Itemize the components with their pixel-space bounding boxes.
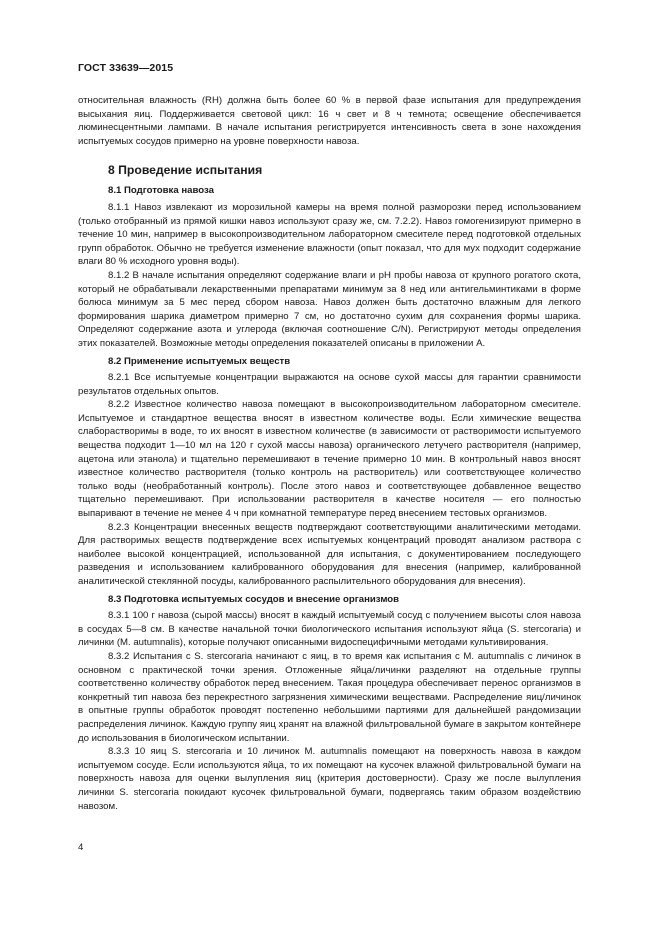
- section-8-3-heading: 8.3 Подготовка испытуемых сосудов и внесение организмов: [108, 593, 400, 605]
- section-8-heading: 8 Проведение испытания: [108, 163, 263, 178]
- paragraph-8-3-1: 8.3.1 100 г навоза (сырой массы) вносят в каждый испытуемый сосуд с получением высоты слоя навоза в сосудах 5—8 см. В качестве начальной точки биологического испытания используют яйца (S. stercoraria) и личинки (M. autumnalis), которые получают описанными видоспецифичными методами культивирования.: [78, 610, 581, 649]
- document-body: [78, 94, 581, 813]
- paragraph-8-1-1: 8.1.1 Навоз извлекают из морозильной камеры на время полной разморозки перед использованием (только отобранный из прямой кишки навоз используют сразу же, см. 7.2.2). Навоз гомогенизируют примерно в течение 10 мин, например в высокопроизводительном лабораторном смесителе перед подготовкой отдельных групп обработок. Обычно не требуется изменение влажности (опыт показал, что для мух подходит содержание влаги 80 % исходного уровня воды).: [78, 201, 581, 268]
- paragraph-8-2-1: 8.2.1 Все испытуемые концентрации выражаются на основе сухой массы для гарантии сравнимости результатов отдельных опытов.: [78, 372, 581, 397]
- paragraph-8-3-3: 8.3.3 10 яиц S. stercoraria и 10 личинок M. autumnalis помещают на поверхность навоза в каждом испытуемом сосуде. Если используются яйца, то их помещают на кусочек влажной фильтровальной бумаги на поверхность навоза для оценки вылупления яиц (критерия достоверности). Сразу же после вылупления личинки S. stercoraria покидают кусочек фильтровальной бумаги, подвергаясь таким образом воздействию навозом.: [78, 746, 581, 812]
- paragraph-8-1-2: 8.1.2 В начале испытания определяют содержание влаги и pH пробы навоза от крупного рогатого скота, который не обрабатывали лекарственными препаратами минимум за 8 нед или антигельминтиками в форме болюса минимум за 5 мес перед сбором навоза. Навоз должен быть достаточно влажным для легкого формирования шарика диаметром примерно 7 см, но достаточно сухим для сохранения формы шарика. Определяют содержание азота и углерода (включая соотношение C/N). Регистрируют методы определения этих показателей. Возможные методы определения показателей описаны в приложении А.: [78, 269, 581, 349]
- paragraph-8-2-3: 8.2.3 Концентрации внесенных веществ подтверждают соответствующими аналитическими методами. Для растворимых веществ подтверждение всех испытуемых концентраций проводят анализом раствора с наиболее высокой концентрацией, использованной для испытания, с документированием последующего разведения и использованием калиброванного оборудования для внесения (например, калиброванной аналитической стеклянной посуды, калиброванного распылительного оборудования для внесения).: [78, 521, 581, 587]
- page-number: 4: [78, 842, 84, 853]
- paragraph-8-3-2: 8.3.2 Испытания с S. stercoraria начинают с яиц, в то время как испытания с M. autumnalis с личинок в основном с практической точки зрения. Отложенные яйца/личинки разделяют на отдельные группы соответственно количеству обработок перед внесением. Такая процедура обеспечивает перенос организмов в конкретный тип навоза без перекрестного загрязнения химическими веществами. Распределение яиц/личинок в опытные группы обработок проводят постепенно небольшими партиями для дальнейшей рандомизации распределения личинок. Каждую группу яиц хранят на влажной фильтровальной бумаге в закрытом контейнере до использования в биологическом испытании.: [78, 650, 581, 744]
- document-header: ГОСТ 33639—2015: [78, 62, 174, 74]
- section-8-1-heading: 8.1 Подготовка навоза: [108, 185, 214, 197]
- paragraph-8-2-2: 8.2.2 Известное количество навоза помещают в высокопроизводительном лабораторном смесителе. Испытуемое и стандартное вещества вносят в известном количестве воды. Если химические вещества слаборастворимы в воде, то их вносят в известном количестве (в зависимости от растворимости испытуемого вещества подходит 1—10 мл на 120 г сухой массы навоза) органического летучего растворителя (например, ацетона или этанола) и тщательно перемешивают в течение примерно 10 мин. В контрольный навоз вносят известное количество растворителя (только контроль на растворитель) или соответствующее количество только воды (необработанный контроль). После этого навоз и соответствующее добавленное вещество тщательно перемешивают. При использовании растворителя в качестве носителя — его полностью выпаривают в течение не менее 4 ч при комнатной температуре перед внесением тестовых организмов.: [78, 399, 581, 520]
- section-8-2-heading: 8.2 Применение испытуемых веществ: [108, 355, 291, 367]
- intro-paragraph: относительная влажность (RH) должна быть более 60 % в первой фазе испытания для предупреждения высыхания яиц. Поддерживается световой цикл: 16 ч свет и 8 ч темнота; освещение обеспечивается люминесцентными лампами. В начале испытания регистрируется интенсивность света в зоне нахождения испытуемых сосудов примерно на уровне поверхности навоза.: [78, 95, 581, 147]
